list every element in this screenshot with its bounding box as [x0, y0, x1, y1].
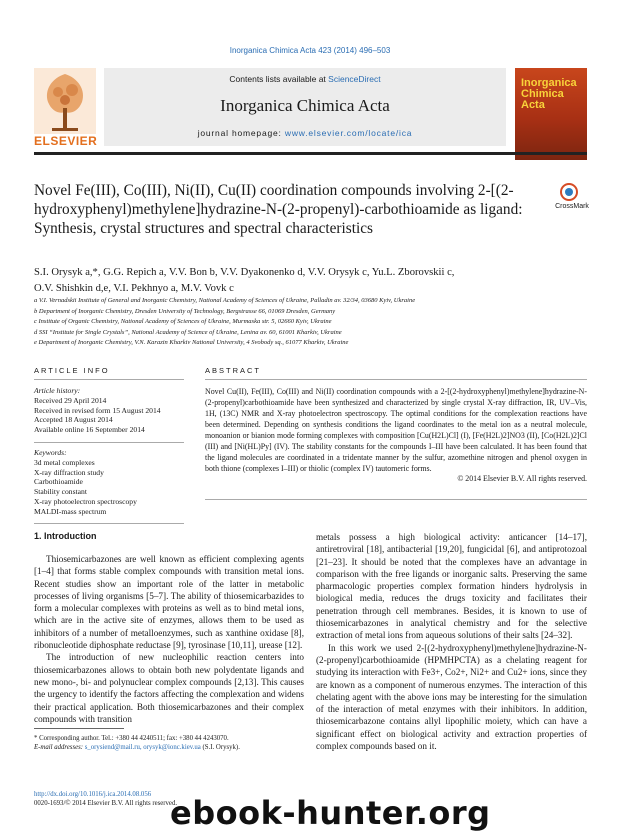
article-info-column — [34, 366, 184, 524]
history-item: Received 29 April 2014 — [34, 395, 107, 405]
keyword: X-ray photoelectron spectroscopy — [34, 496, 137, 506]
email-links[interactable]: s_orysiend@mail.ru, orysyk@ionc.kiev.ua — [84, 744, 201, 751]
page-footer — [34, 790, 177, 808]
keyword: Stability constant — [34, 487, 87, 497]
article-title: Novel Fe(III), Co(III), Ni(II), Cu(II) coordination compounds involving 2-[(2-hydroxyphenyl)methylene]hydrazine-N-(2-propenyl)-carbothioamide as ligand: Synthesis, crystal structures and spectral characteristics — [34, 182, 523, 237]
affiliation: e Department of Inorganic Chemistry, V.N. Karazin Kharkiv National University, 4 Svobody sq., 61077 Kharkiv, Ukraine — [34, 339, 349, 346]
keyword: 3d metal complexes — [34, 457, 95, 467]
abstract-column — [205, 366, 587, 500]
paragraph: Thiosemicarbazones are well known as efficient complexing agents [1–4] that forms stable complex compounds with transition metal ions. Recent studies show an important role of the latter in metabolic processes of living organisms [5–7]. The ability of thiosemicarbazides to form a molecular complexes with proteins as well as to bind metal ions, which are in the active site of enzymes, allows them to be used as inhibitors of a number of metalloenzymes, such as xanthine oxidase [8], ribonucleotide diphosphate reductase [9], tyrosinase [10,11], urease [12]. — [34, 554, 304, 651]
contents-prefix: Contents lists available at — [229, 74, 329, 84]
affiliation: a V.I. Vernadskii Institute of General and Inorganic Chemistry, National Academy of Sciences of Ukraine, Palladin av. 32/34, 03680 Kyiv, Ukraine — [34, 297, 416, 304]
contents-line — [104, 74, 506, 84]
abstract-copyright: © 2014 Elsevier B.V. All rights reserved. — [457, 474, 587, 483]
article-history — [34, 386, 184, 435]
history-item: Available online 16 September 2014 — [34, 425, 145, 435]
homepage-line — [104, 128, 506, 138]
elsevier-logo — [34, 68, 96, 148]
sciencedirect-link[interactable]: ScienceDirect — [328, 74, 381, 84]
crossmark-label: CrossMark — [555, 203, 589, 210]
keywords-label: Keywords: — [34, 447, 67, 457]
affiliation: d SSI “Institute for Single Crystals”, National Academy of Science of Ukraine, Lenina av. 60, 61001 Kharkiv, Ukraine — [34, 328, 342, 336]
crossmark-icon — [560, 183, 578, 201]
authors-line-2[interactable]: O.V. Shishkin d,e, V.I. Pekhnyo a, M.V. Vovk c — [34, 283, 234, 294]
abstract-heading: ABSTRACT — [205, 366, 262, 375]
email-note — [34, 743, 304, 752]
cover-title: Inorganica Chimica Acta — [521, 77, 577, 111]
author-list — [34, 265, 594, 297]
doi-link[interactable]: http://dx.doi.org/10.1016/j.ica.2014.08.056 — [34, 791, 152, 798]
affiliations — [34, 296, 594, 349]
publisher-name: ELSEVIER — [34, 134, 98, 148]
issn-line: 0020-1693/© 2014 Elsevier B.V. All rights reserved. — [34, 800, 178, 807]
email-suffix: (S.I. Orysyk). — [200, 744, 240, 751]
section-heading-introduction: 1. Introduction — [34, 531, 97, 541]
keyword: MALDI-mass spectrum — [34, 506, 107, 516]
email-label: E-mail addresses: — [34, 744, 85, 751]
article-info-heading: ARTICLE INFO — [34, 366, 110, 375]
affiliation: b Department of Inorganic Chemistry, Dresden University of Technology, Bergstrasse 66, 01069 Dresden, Germany — [34, 307, 336, 315]
abstract-text: Novel Cu(II), Fe(III), Co(III) and Ni(II) coordination compounds with a 2-[(2-hydroxyphenyl)methylene]hydrazine-N-(2-propenyl)carbothioamide have been synthesized and characterized by single crystal X-ray diffraction, IR, UV–Vis, 1H, (13C) NMR and X-ray photoelectron spectroscopy. The optimal conditions for the complexation reactions have been determined. Depending on synthesis conditions the ligand coordinates to the metal ion as a neutral molecule, monoanion or bianion mode forming complexes with composition [Cu(H2L)Cl] (I), [Fe(H2L)2]NO3 (II), [Co(H2L)2]Cl (III) and [Ni(HL)Py] (IV). The stability constants for the compounds I–III have been calculated. It has been found that the ligand molecules are coordinated in a tridentate manner by the sulfur, azomethine nitrogen and phenol oxygen in both thione (complexes I–III) or thiolic (complex IV) tautomeric forms. — [205, 387, 587, 473]
journal-cover-image — [515, 68, 587, 160]
keyword: Carbothioamide — [34, 477, 83, 487]
divider — [34, 442, 184, 443]
footnote — [34, 734, 304, 752]
authors-line-1[interactable]: S.I. Orysyk a,*, G.G. Repich a, V.V. Bon b, V.V. Dyakonenko d, V.V. Orysyk c, Yu.L. Zborovskii c, — [34, 267, 455, 278]
crossmark-badge[interactable] — [546, 183, 598, 213]
history-label: Article history: — [34, 386, 81, 395]
journal-masthead — [104, 68, 506, 146]
header-rule — [34, 152, 587, 155]
body-column-left — [34, 553, 304, 725]
watermark-text: ebook-hunter.org — [170, 794, 491, 832]
paragraph: metals possess a high biological activity: anticancer [14–17], antiretroviral [18], antibacterial [19,20], fungicidal [6], and antiprotozoal [21–23]. It should be noted that the complexes have an advantage in comparison with the free ligands or inorganic salts. Preserving the same pharmacologic properties complex formation hinders hydrolysis in biological media, reduces the drugs toxicity and facilitates their penetration through cell membranes. Besides, it is known to use of thiosemicarbazones in analytical chemistry and for the selective extraction of metal ions from aqueous solutions of their salts [24–32]. — [316, 532, 587, 641]
paragraph: In this work we used 2-[(2-hydroxyphenyl)methylene]hydrazine-N-(2-propenyl)carbothioamide (HPMHPCTA) as a chelating reagent for studying its interaction with Fe3+, Co2+, Ni2+ and Cu2+ ions, since they are known as a component of numerous enzymes. The interaction of this chelating agent with the above ions may be interesting for the simulation of the interaction of metal enzymes with their inhibitors. In addition, thiosemicarbazone contains allyl lipophilic moiety, which can have a significant effect on biological activity and extraction properties of complex compounds based on it. — [316, 642, 587, 752]
tree-logo-icon — [34, 68, 96, 134]
divider — [34, 523, 184, 524]
divider — [205, 499, 587, 500]
homepage-prefix: journal homepage: — [197, 128, 285, 138]
divider — [205, 379, 587, 380]
paragraph: The introduction of new nucleophilic reaction centers into thiosemicarbazones allows to obtain both new polydentate ligands and new mono-, bi- and polynuclear complex compounds [2,13]. This causes the urgency to identify the factors affecting the complexation and widens their practical application. Both thiosemicarbazones and their complex compounds with transition — [34, 652, 304, 724]
footnote-rule — [34, 728, 124, 729]
journal-title: Inorganica Chimica Acta — [220, 96, 390, 115]
homepage-link[interactable]: www.elsevier.com/locate/ica — [284, 128, 413, 138]
keyword: X-ray diffraction study — [34, 467, 104, 477]
divider — [34, 379, 184, 380]
keywords — [34, 448, 184, 517]
history-item: Accepted 18 August 2014 — [34, 415, 113, 425]
body-column-right — [316, 531, 587, 752]
journal-reference[interactable]: Inorganica Chimica Acta 423 (2014) 496–503 — [229, 46, 391, 55]
corresponding-author-note: * Corresponding author. Tel.: +380 44 4240511; fax: +380 44 4243070. — [34, 735, 229, 742]
affiliation: c Institute of Organic Chemistry, National Academy of Sciences of Ukraine, Murmaska str. 5, 02660 Kyiv, Ukraine — [34, 318, 332, 325]
history-item: Received in revised form 15 August 2014 — [34, 405, 161, 415]
